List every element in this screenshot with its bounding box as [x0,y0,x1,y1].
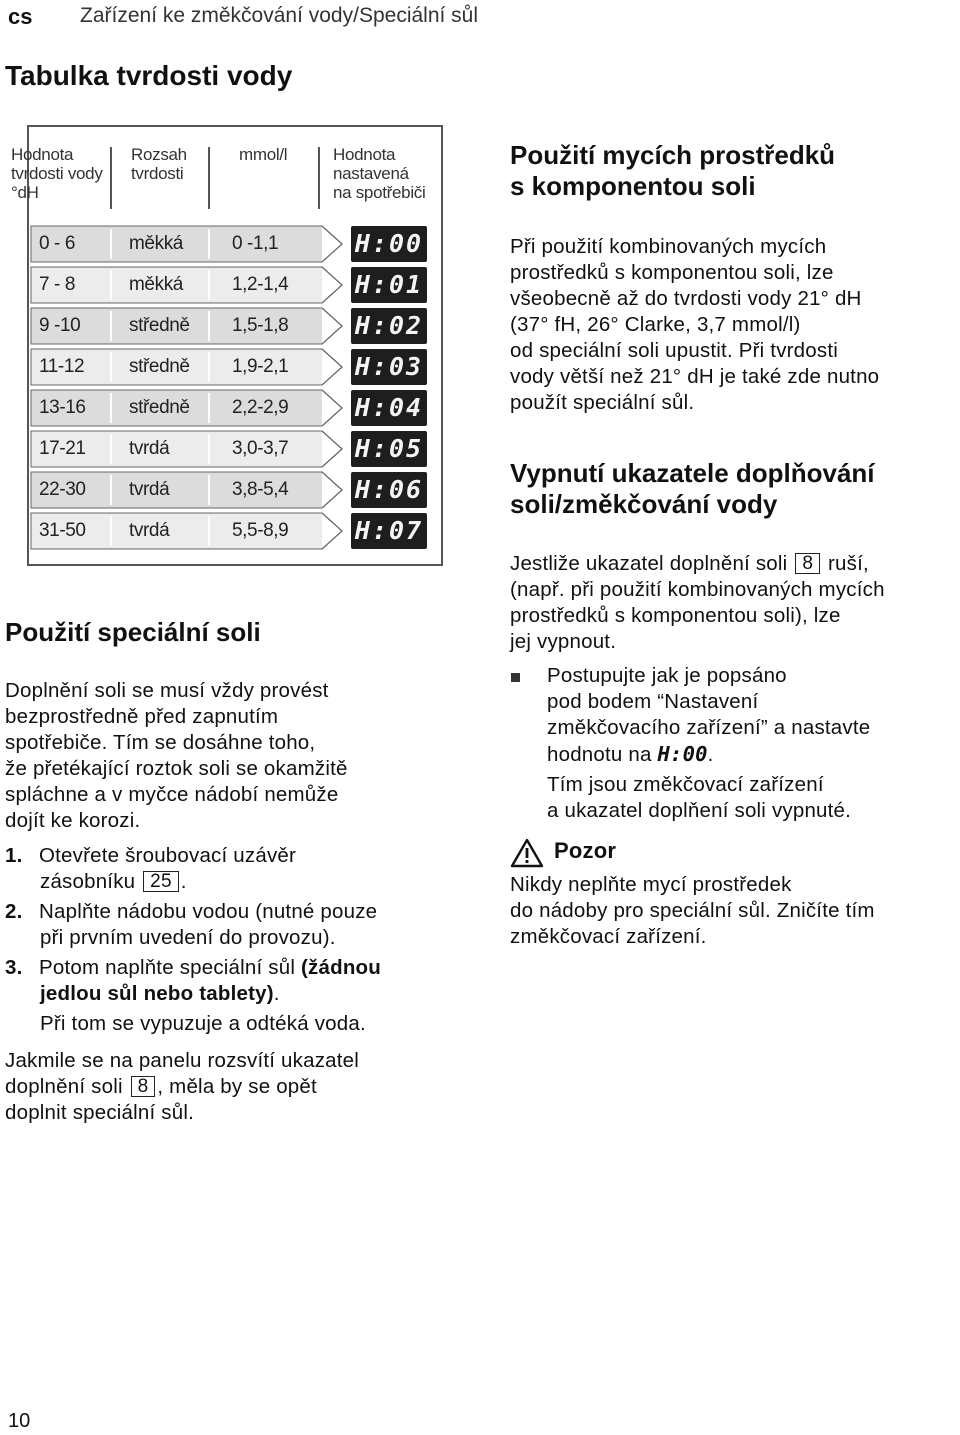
language-code: cs [8,4,33,29]
cell-mmol: 5,5-8,9 [232,520,289,541]
table-row [29,307,445,345]
reference-box: 25 [143,871,179,892]
display-setting: H:01 [351,267,427,303]
step-3: 3. Potom naplňte speciální sůl (žádnou jedlou sůl nebo tablety). Při tom se vypuzuje a odtéká voda. [5,956,381,1035]
cell-dh: 31-50 [39,520,86,541]
header-dh: Hodnota tvrdosti vody °dH [11,145,103,202]
reference-box: 8 [795,553,820,574]
cell-range: měkká [129,274,183,295]
page-number: 10 [8,1410,31,1432]
table-row [29,512,445,550]
combo-detergent-heading: Použití mycích prostředků s komponentou soli [510,140,836,201]
header-range: Rozsah tvrdosti [131,145,187,183]
indicator-off-heading: Vypnutí ukazatele doplňování soli/změkčování vody [510,458,875,519]
display-setting: H:05 [351,431,427,467]
table-row [29,389,445,427]
cell-dh: 0 - 6 [39,233,76,254]
cell-dh: 17-21 [39,438,86,459]
steps-list [5,843,450,1037]
display-setting: H:03 [351,349,427,385]
cell-dh: 11-12 [39,356,85,377]
cell-range: tvrdá [129,520,170,541]
table-row [29,348,445,386]
warning-text: Nikdy neplňte mycí prostředek do nádoby pro speciální sůl. Zničíte tím změkčovací zařízení. [510,873,875,948]
cell-mmol: 1,9-2,1 [232,356,289,377]
warning-triangle-icon [510,838,544,868]
header-separator [110,147,112,209]
cell-dh: 22-30 [39,479,86,500]
combo-detergent-text: Při použití kombinovaných mycích prostředků s komponentou soli, lze všeobecně až do tvrdosti vody 21° dH (37° fH, 26° Clarke, 3,7 mmol/l) od speciální soli upustit. Při tvrdosti vody větší než 21° dH je také zde nutno použít speciální sůl. [510,235,880,414]
special-salt-heading: Použití speciální soli [5,617,261,647]
header-separator [318,147,320,209]
indicator-off-text: Jestliže ukazatel doplnění soli 8 ruší, (např. při použití kombinovaných mycích prostředků s komponentou soli), lze jej vypnout. [510,552,885,653]
cell-mmol: 2,2-2,9 [232,397,289,418]
cell-range: tvrdá [129,438,170,459]
header-separator [208,147,210,209]
display-setting: H:04 [351,390,427,426]
water-hardness-table [11,125,443,566]
cell-range: středně [129,315,190,336]
salt-refill-note: Jakmile se na panelu rozsvítí ukazatel doplnění soli 8 , měla by se opět doplnit speciální sůl. [5,1049,359,1124]
cell-mmol: 0 -1,1 [232,233,279,254]
cell-range: tvrdá [129,479,170,500]
display-setting: H:02 [351,308,427,344]
cell-range: měkká [129,233,183,254]
step-2: 2. Naplňte nádobu vodou (nutné pouze při prvním uvedení do provozu). [5,900,378,949]
cell-dh: 9 -10 [39,315,81,336]
cell-dh: 7 - 8 [39,274,76,295]
special-salt-intro: Doplnění soli se musí vždy provést bezprostředně před zapnutím spotřebiče. Tím se dosáhne toho, že přetékající roztok soli se okamžitě spláchne a v myčce nádobí nemůže dojít ke korozi. [5,679,348,832]
header-mmol: mmol/l [239,145,288,164]
step-1: 1. Otevřete šroubovací uzávěr zásobníku 25 . [5,844,297,893]
table-row [29,430,445,468]
display-setting: H:07 [351,513,427,549]
cell-mmol: 1,2-1,4 [232,274,289,295]
cell-range: středně [129,397,190,418]
display-setting: H:06 [351,472,427,508]
cell-mmol: 1,5-1,8 [232,315,289,336]
bullet-square [511,673,520,682]
display-value: H:00 [657,742,708,766]
reference-box: 8 [131,1076,156,1097]
cell-mmol: 3,0-3,7 [232,438,289,459]
display-setting: H:00 [351,226,427,262]
table-row [29,266,445,304]
header-setting: Hodnota nastavená na spotřebiči [333,145,426,202]
page-title: Tabulka tvrdosti vody [5,60,293,91]
table-row [29,225,445,263]
warning-title: Pozor [554,838,617,863]
table-row [29,471,445,509]
cell-mmol: 3,8-5,4 [232,479,289,500]
cell-range: středně [129,356,190,377]
cell-dh: 13-16 [39,397,86,418]
instruction-bullet: Postupujte jak je popsáno pod bodem “Nastavení změkčovacího zařízení” a nastavte hodnotu na H:00. Tím jsou změkčovací zařízení a ukazatel doplňení soli vypnuté. [547,664,871,822]
header-title: Zařízení ke změkčování vody/Speciální sůl [80,4,479,27]
